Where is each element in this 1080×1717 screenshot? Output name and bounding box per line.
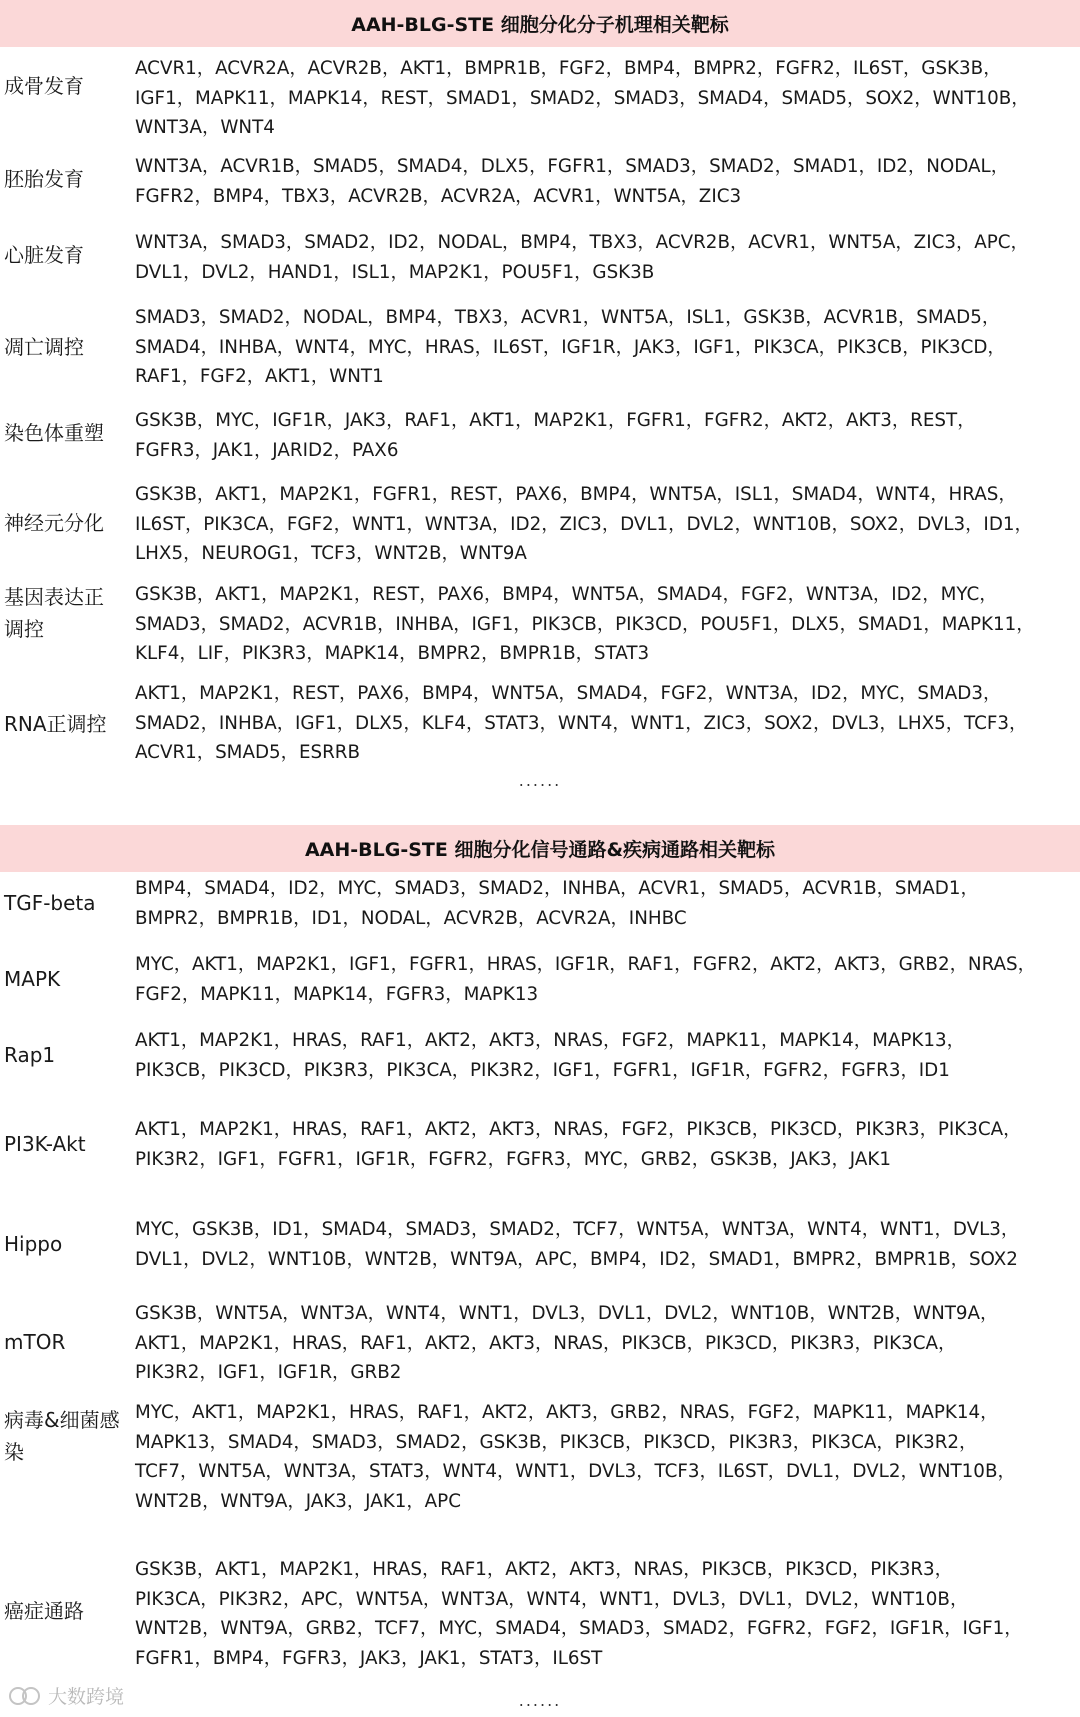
more-ellipsis: ...... (518, 771, 562, 790)
row-label: 心脏发育 (4, 243, 84, 267)
row-label: 凋亡调控 (4, 335, 84, 359)
row-targets: GSK3B，WNT5A，WNT3A，WNT4，WNT1，DVL3，DVL1，DVL2，WNT10B，WNT2B，WNT9A， AKT1，MAP2K1，HRAS，RAF1，AKT2，AKT3，NRAS，PIK3CB，PIK3CD，PIK3R3，PIK3CA， PIK3R2，IGF1，IGF1R，GRB2 (135, 1303, 999, 1383)
row-label: RNA正调控 (4, 712, 107, 736)
row-label: 基因表达正调控 (4, 585, 104, 641)
row-targets: AKT1，MAP2K1，HRAS，RAF1，AKT2，AKT3，NRAS，FGF2，MAPK11，MAPK14，MAPK13， PIK3CB，PIK3CD，PIK3R3，PIK3CA，PIK3R2，IGF1，FGFR1，IGF1R，FGFR2，FGFR3，ID1 (135, 1030, 965, 1081)
panel-title: AAH-BLG-STE 细胞分化信号通路&疾病通路相关靶标 (0, 825, 1080, 872)
row-targets: WNT3A，ACVR1B，SMAD5，SMAD4，DLX5，FGFR1，SMAD3，SMAD2，SMAD1，ID2，NODAL， FGFR2，BMP4，TBX3，ACVR2B，ACVR2A，ACVR1，WNT5A，ZIC3 (135, 156, 1009, 207)
row-targets: GSK3B，AKT1，MAP2K1，FGFR1，REST，PAX6，BMP4，WNT5A，ISL1，SMAD4，WNT4，HRAS， IL6ST，PIK3CA，FGF2，WNT1，WNT3A，ID2，ZIC3，DVL1，DVL2，WNT10B，SOX2，DVL3，ID1， LHX5，NEUROG1，TCF3，WNT2B，WNT9A (135, 484, 1033, 564)
row-label: 癌症通路 (4, 1599, 84, 1623)
row-targets: SMAD3，SMAD2，NODAL，BMP4，TBX3，ACVR1，WNT5A，ISL1，GSK3B，ACVR1B，SMAD5， SMAD4，INHBA，WNT4，MYC，HRAS，IL6ST，IGF1R，JAK3，IGF1，PIK3CA，PIK3CB，PIK3CD， RAF1，FGF2，AKT1，WNT1 (135, 307, 1006, 387)
row-targets: MYC，AKT1，MAP2K1，HRAS，RAF1，AKT2，AKT3，GRB2，NRAS，FGF2，MAPK11，MAPK14， MAPK13，SMAD4，SMAD3，SMAD2，GSK3B，PIK3CB，PIK3CD，PIK3R3，PIK3CA，PIK3R2， TCF7，WNT5A，WNT3A，STAT3，WNT4，WNT1，DVL3，TCF3，IL6ST，DVL1，DVL2，WNT10B， WNT2B，WNT9A，JAK3，JAK1，APC (135, 1402, 1016, 1512)
more-ellipsis: ...... (518, 1691, 562, 1710)
row-targets: MYC，GSK3B，ID1，SMAD4，SMAD3，SMAD2，TCF7，WNT5A，WNT3A，WNT4，WNT1，DVL3， DVL1，DVL2，WNT10B，WNT2B，WNT9A，APC，BMP4，ID2，SMAD1，BMPR2，BMPR1B，SOX2 (135, 1219, 1020, 1270)
row-targets: WNT3A，SMAD3，SMAD2，ID2，NODAL，BMP4，TBX3，ACVR2B，ACVR1，WNT5A，ZIC3，APC， DVL1，DVL2，HAND1，ISL1，MAP2K1，POU5F1，GSK3B (135, 232, 1029, 283)
row-label: TGF-beta (4, 891, 96, 915)
watermark-text: 大数跨境 (48, 1686, 125, 1708)
brand-logo-icon (8, 1685, 42, 1707)
row-targets: GSK3B，AKT1，MAP2K1，HRAS，RAF1，AKT2，AKT3，NRAS，PIK3CB，PIK3CD，PIK3R3， PIK3CA，PIK3R2，APC，WNT5A，WNT3A，WNT4，WNT1，DVL3，DVL1，DVL2，WNT10B， WNT2B，WNT9A，GRB2，TCF7，MYC，SMAD4，SMAD3，SMAD2，FGFR2，FGF2，IGF1R，IGF1， FGFR1，BMP4，FGFR3，JAK3，JAK1，STAT3，IL6ST (135, 1559, 1023, 1669)
row-label: 成骨发育 (4, 74, 84, 98)
row-targets: AKT1，MAP2K1，REST，PAX6，BMP4，WNT5A，SMAD4，FGF2，WNT3A，ID2，MYC，SMAD3， SMAD2，INHBA，IGF1，DLX5，KLF4，STAT3，WNT4，WNT1，ZIC3，SOX2，DVL3，LHX5，TCF3， ACVR1，SMAD5，ESRRB (135, 683, 1028, 763)
row-targets: GSK3B，MYC，IGF1R，JAK3，RAF1，AKT1，MAP2K1，FGFR1，FGFR2，AKT2，AKT3，REST， FGFR3，JAK1，JARID2，PAX6 (135, 410, 976, 461)
molecular-mechanism-panel (0, 0, 1080, 790)
row-label: 病毒&细菌感染 (4, 1408, 120, 1464)
row-label: Hippo (4, 1232, 63, 1256)
row-label: mTOR (4, 1330, 66, 1354)
row-label: 神经元分化 (4, 511, 104, 535)
watermark (8, 1682, 124, 1709)
row-label: 胚胎发育 (4, 167, 84, 191)
row-targets: AKT1，MAP2K1，HRAS，RAF1，AKT2，AKT3，NRAS，FGF2，PIK3CB，PIK3CD，PIK3R3，PIK3CA， PIK3R2，IGF1，FGFR1，IGF1R，FGFR2，FGFR3，MYC，GRB2，GSK3B，JAK3，JAK1 (135, 1119, 1022, 1170)
row-targets: GSK3B，AKT1，MAP2K1，REST，PAX6，BMP4，WNT5A，SMAD4，FGF2，WNT3A，ID2，MYC， SMAD3，SMAD2，ACVR1B，INHBA，IGF1，PIK3CB，PIK3CD，POU5F1，DLX5，SMAD1，MAPK11， KLF4，LIF，PIK3R3，MAPK14，BMPR2，BMPR1B，STAT3 (135, 584, 1035, 664)
row-label: 染色体重塑 (4, 421, 104, 445)
row-label: MAPK (4, 967, 61, 991)
row-targets: MYC，AKT1，MAP2K1，IGF1，FGFR1，HRAS，IGF1R，RAF1，FGFR2，AKT2，AKT3，GRB2，NRAS， FGF2，MAPK11，MAPK14，FGFR3，MAPK13 (135, 954, 1036, 1005)
row-label: Rap1 (4, 1043, 56, 1067)
row-label: PI3K-Akt (4, 1132, 86, 1156)
row-targets: ACVR1，ACVR2A，ACVR2B，AKT1，BMPR1B，FGF2，BMP4，BMPR2，FGFR2，IL6ST，GSK3B， IGF1，MAPK11，MAPK14，REST，SMAD1，SMAD2，SMAD3，SMAD4，SMAD5，SOX2，WNT10B， WNT3A，WNT4 (135, 58, 1030, 138)
panel-title: AAH-BLG-STE 细胞分化分子机理相关靶标 (0, 0, 1080, 47)
row-targets: BMP4，SMAD4，ID2，MYC，SMAD3，SMAD2，INHBA，ACVR1，SMAD5，ACVR1B，SMAD1， BMPR2，BMPR1B，ID1，NODAL，ACVR2B，ACVR2A，INHBC (135, 878, 979, 929)
